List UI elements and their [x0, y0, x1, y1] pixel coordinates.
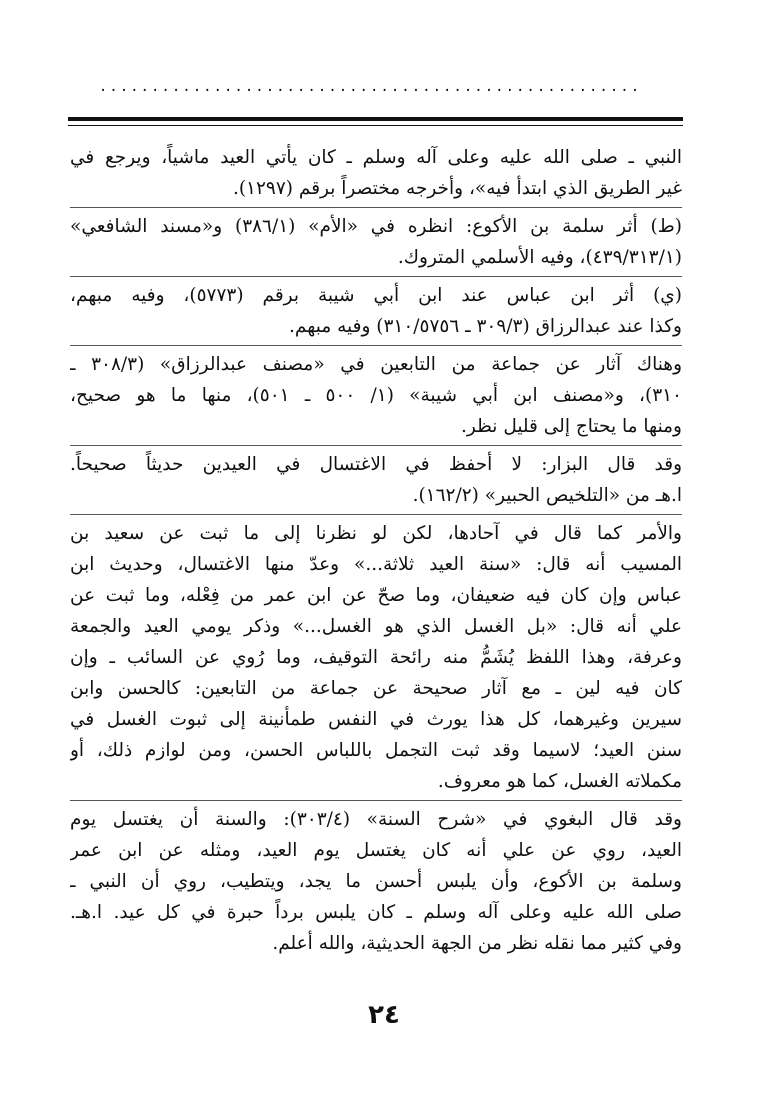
text-line: وفي كثير مما نقله نظر من الجهة الحديثية، والله أعلم.: [272, 933, 682, 954]
paragraph: [70, 514, 682, 797]
text-line: العيد، روي عن علي أنه كان يغتسل يوم العيد، ومثله عن ابن عمر: [70, 840, 682, 861]
page-body-text: [70, 142, 682, 959]
paragraph: [70, 345, 682, 442]
text-line: مكملاته الغسل، كما هو معروف.: [437, 771, 682, 792]
text-line: وسلمة بن الأكوع، وأن يلبس أحسن ما يجد، ويتطيب، روي أن النبي ـ: [70, 871, 682, 892]
text-line: المسيب أنه قال: «سنة العيد ثلاثة...» وعدّ منها الاغتسال، وحديث ابن: [70, 554, 682, 575]
paragraph: [70, 800, 682, 959]
text-line: وكذا عند عبدالرزاق (٣٠٩/٣ ـ ٣١٠/٥٧٥٦) وفيه مبهم.: [289, 316, 682, 337]
header-dotted-leader: ....................................................: [98, 80, 642, 94]
text-line: علي أنه قال: «بل الغسل الذي هو الغسل...» وذكر يومي العيد والجمعة: [70, 616, 682, 637]
text-line: ٣١٠)، و«مصنف ابن أبي شيبة» (١/ ٥٠٠ ـ ٥٠١)، منها ما هو صحيح،: [70, 385, 682, 406]
text-line: ا.هـ من «التلخيص الحبير» (١٦٢/٢).: [412, 485, 682, 506]
text-line: وقد قال البغوي في «شرح السنة» (٣٠٣/٤): والسنة أن يغتسل يوم: [70, 809, 682, 830]
text-line: (ي) أثر ابن عباس عند ابن أبي شيبة برقم (٥٧٧٣)، وفيه مبهم،: [70, 285, 682, 306]
text-line: النبي ـ صلى الله عليه وعلى آله وسلم ـ كان يأتي العيد ماشياً، ويرجع في: [70, 147, 682, 168]
text-line: وقد قال البزار: لا أحفظ في الاغتسال في العيدين حديثاً صحيحاً.: [70, 454, 682, 475]
text-line: غير الطريق الذي ابتدأ فيه»، وأخرجه مختصراً برقم (١٢٩٧).: [232, 178, 682, 199]
text-line: وعرفة، وهذا اللفظ يُشَمُّ منه رائحة التوقيف، وما رُوي عن السائب ـ وإن: [70, 647, 682, 668]
page-number: ٢٤: [368, 1000, 400, 1030]
text-line: كان فيه لين ـ مع آثار صحيحة عن جماعة من التابعين: كالحسن وابن: [70, 678, 682, 699]
text-line: ومنها ما يحتاج إلى قليل نظر.: [461, 416, 682, 437]
text-line: صلى الله عليه وعلى آله وسلم ـ كان يلبس برداً حبرة في كل عيد. ا.هـ.: [70, 902, 682, 923]
paragraph: [70, 445, 682, 511]
text-line: سيرين وغيرهما، كل هذا يورث في النفس طمأنينة إلى ثبوت الغسل في: [70, 709, 682, 730]
header-rule-thick: [68, 117, 683, 121]
text-line: سنن العيد؛ لاسيما وقد ثبت التجمل باللباس الحسن، ومن لوازم ذلك، أو: [70, 740, 682, 761]
paragraph: [70, 142, 682, 204]
header-rule-thin: [68, 125, 683, 126]
text-line: عباس وإن كان فيه ضعيفان، وما صحّ عن ابن عمر من فِعْله، وما ثبت عن: [70, 585, 682, 606]
text-line: وهناك آثار عن جماعة من التابعين في «مصنف عبدالرزاق» (٣٠٨/٣ ـ: [70, 354, 682, 375]
text-line: (٤٣٩/٣١٣/١)، وفيه الأسلمي المتروك.: [397, 247, 682, 268]
paragraph: [70, 276, 682, 342]
text-line: (ط) أثر سلمة بن الأكوع: انظره في «الأم» (٣٨٦/١) و«مسند الشافعي»: [70, 216, 682, 237]
text-line: والأمر كما قال في آحادها، لكن لو نظرنا إلى ما ثبت عن سعيد بن: [70, 523, 682, 544]
paragraph: [70, 207, 682, 273]
